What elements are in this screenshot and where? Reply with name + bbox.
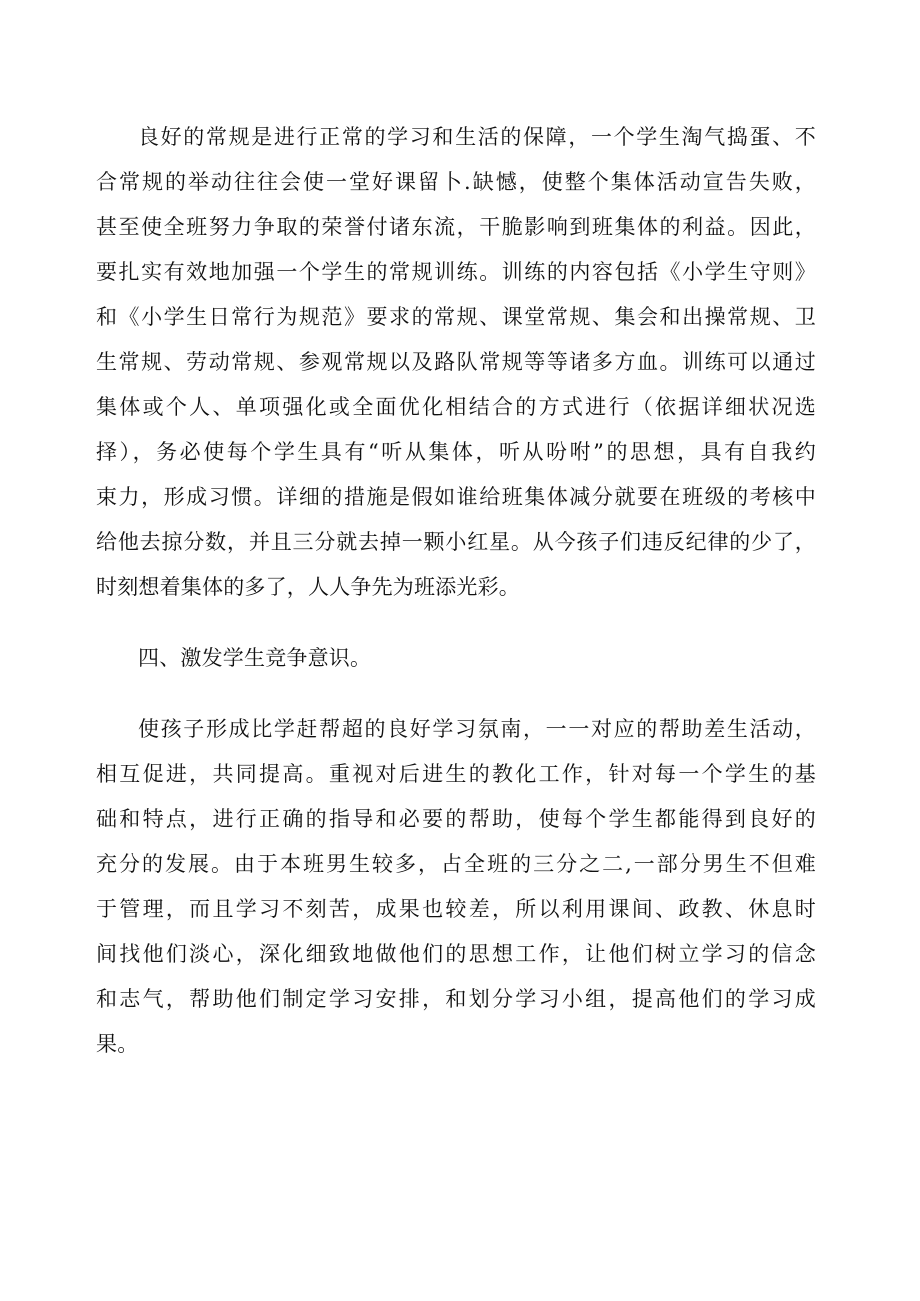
text-line: 择），务必使每个学生具有“听从集体，听从吩咐”的思想，具有自我约 — [96, 440, 816, 464]
text-line: 充分的发展。由于本班男生较多，占全班的三分之二,一部分男生不但难 — [96, 852, 816, 876]
text-line: 使孩子形成比学赶帮超的良好学习氛南，一一对应的帮助差生活动， — [138, 717, 816, 741]
text-line: 集体或个人、单项强化或全面优化相结合的方式进行（依据详细状况选 — [96, 395, 816, 419]
text-line: 时刻想着集体的多了，人人争先为班添光彩。 — [96, 575, 520, 599]
section-heading: 四、激发学生竞争意识。 — [138, 646, 372, 670]
document-body — [96, 115, 816, 1067]
section-heading-competition — [96, 636, 816, 681]
text-line: 甚至使全班努力争取的荣誉付诸东流，干脆影响到班集体的利益。因此， — [96, 215, 816, 239]
text-line: 给他去掠分数，并且三分就去掉一颗小红星。从今孩子们违反纪律的少了， — [96, 530, 816, 554]
text-line: 相互促进，共同提高。重视对后进生的教化工作，针对每一个学生的基 — [96, 762, 816, 786]
text-line: 要扎实有效地加强一个学生的常规训练。训练的内容包括《小学生守则》 — [96, 260, 816, 284]
text-line: 于管理，而且学习不刻苦，成果也较差，所以利用课间、政教、休息时 — [96, 897, 816, 921]
paragraph-routine-training — [96, 115, 816, 610]
text-line: 良好的常规是进行正常的学习和生活的保障，一个学生淘气捣蛋、不 — [138, 125, 816, 149]
text-line: 和志气，帮助他们制定学习安排，和划分学习小组，提高他们的学习成 — [96, 987, 816, 1011]
text-line: 间找他们淡心，深化细致地做他们的思想工作，让他们树立学习的信念 — [96, 942, 816, 966]
text-line: 础和特点，进行正确的指导和必要的帮助，使每个学生都能得到良好的 — [96, 807, 816, 831]
paragraph-spacer — [96, 610, 816, 636]
paragraph-spacer — [96, 681, 816, 707]
text-line: 果。 — [96, 1032, 139, 1056]
text-line: 和《小学生日常行为规范》要求的常规、课堂常规、集会和出操常规、卫 — [96, 305, 816, 329]
text-line: 生常规、劳动常规、参观常规以及路队常规等等诸多方血。训练可以通过 — [96, 350, 816, 374]
text-line: 合常规的举动往往会使一堂好课留卜.缺憾，使整个集体活动宣告失败， — [96, 170, 816, 194]
text-line: 束力，形成习惯。详细的措施是假如谁给班集体减分就要在班级的考核中 — [96, 485, 816, 509]
paragraph-learning-atmosphere — [96, 707, 816, 1067]
